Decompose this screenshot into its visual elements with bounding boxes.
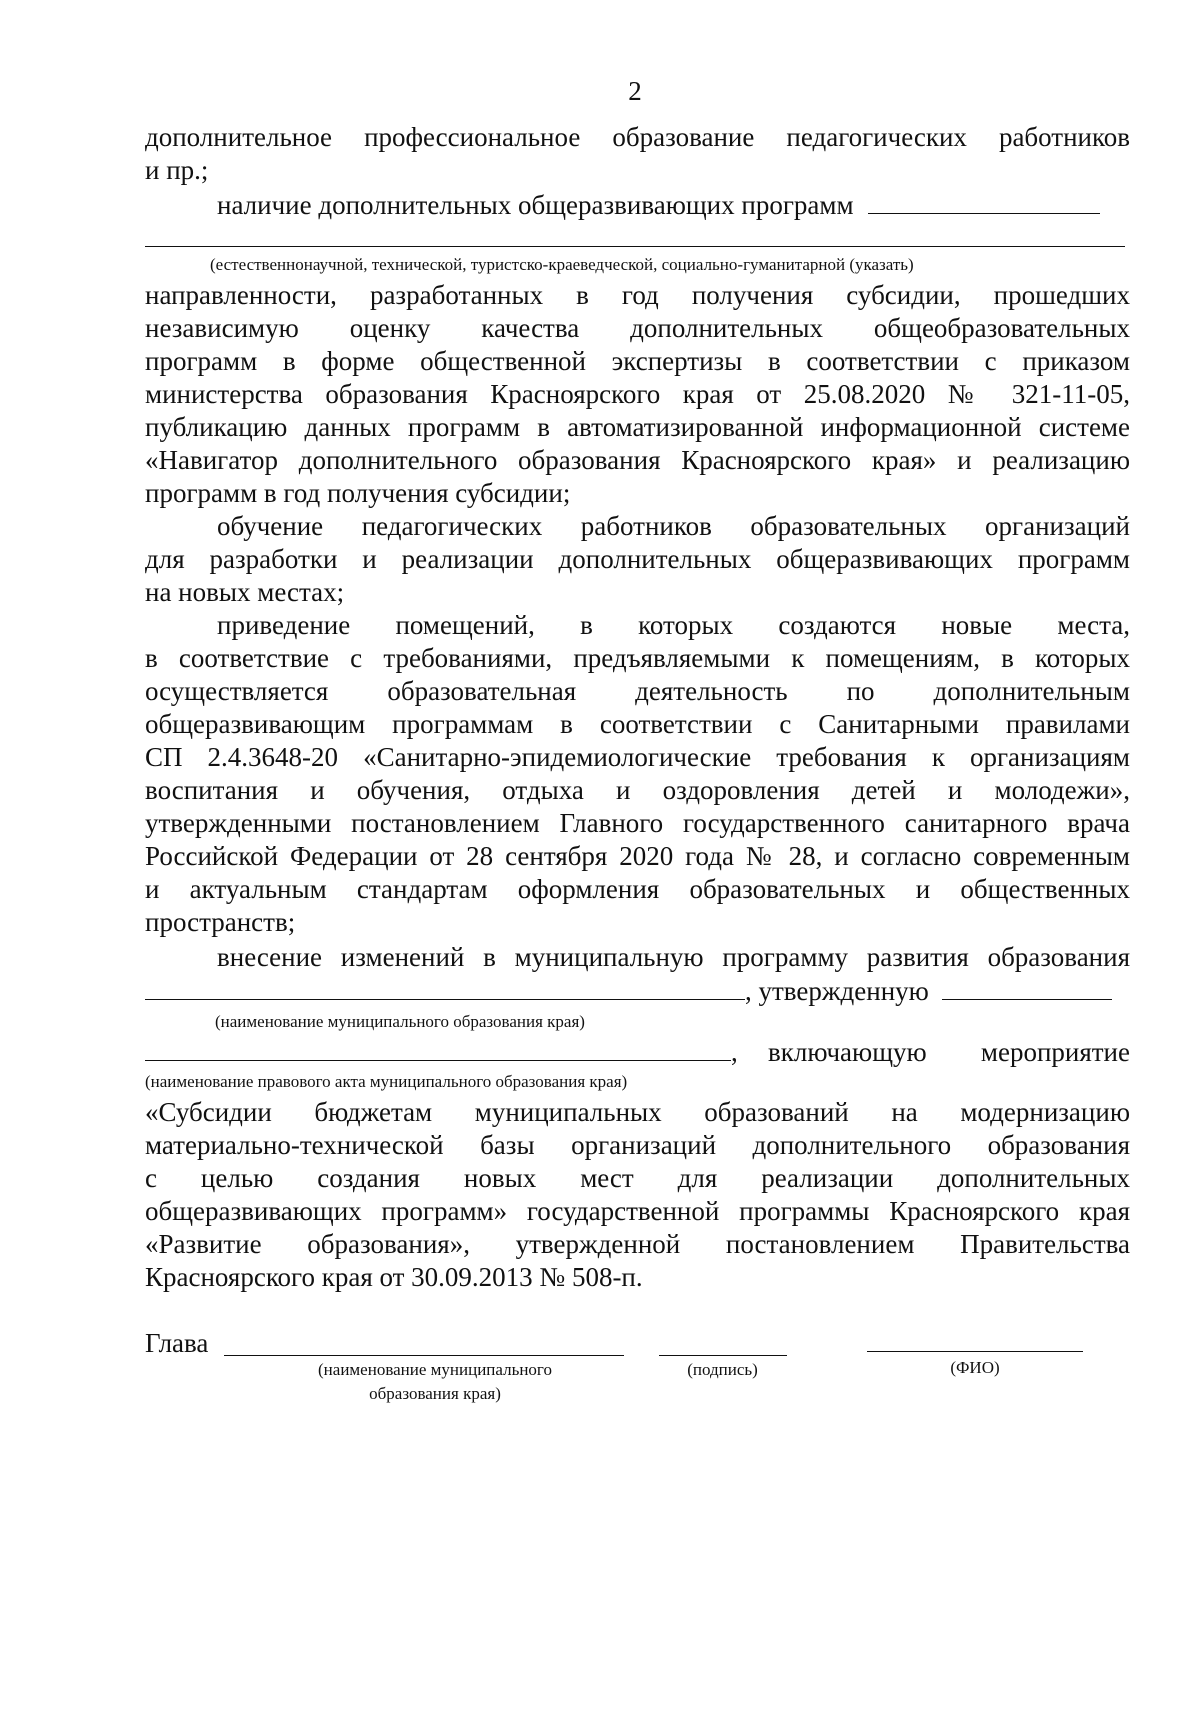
paragraph-3-line-1: обучение педагогических работников образовательных организаций xyxy=(217,511,1130,541)
paragraph-5-line-7: общеразвивающих программ» государственной программы Красноярского края xyxy=(145,1196,1130,1226)
signature-label: Глава xyxy=(145,1328,209,1358)
including-text: включающую xyxy=(768,1037,927,1067)
page-number: 2 xyxy=(628,76,642,106)
approved-text: , утвержденную xyxy=(745,976,929,1006)
paragraph-2-line-3: независимую оценку качества дополнительных общеобразовательных xyxy=(145,313,1130,343)
legal-act-caption: (наименование правового акта муниципального образования края) xyxy=(145,1072,628,1091)
fio-blank-line xyxy=(867,1351,1083,1352)
paragraph-5-line-6: с целью создания новых мест для реализации дополнительных xyxy=(145,1163,1130,1193)
municipality-signature-blank-line xyxy=(224,1355,624,1356)
municipality-name-caption: (наименование муниципального образования края) xyxy=(215,1012,585,1031)
paragraph-5-line-5: материально-технической базы организаций дополнительного образования xyxy=(145,1130,1130,1160)
paragraph-4-line-5: СП 2.4.3648-20 «Санитарно-эпидемиологические требования к организациям xyxy=(145,742,1130,772)
programs-availability-text: наличие дополнительных общеразвивающих программ xyxy=(217,190,854,220)
municipality-caption-line-1: (наименование муниципального xyxy=(318,1360,552,1379)
paragraph-2-line-2: направленности, разработанных в год получения субсидии, прошедших xyxy=(145,280,1130,310)
paragraph-4-line-10: пространств; xyxy=(145,907,296,937)
paragraph-5-line-2 xyxy=(145,975,1130,1008)
paragraph-3-line-2: для разработки и реализации дополнительных общеразвивающих программ xyxy=(145,544,1130,574)
paragraph-4-line-1: приведение помещений, в которых создаются новые места, xyxy=(217,610,1130,640)
legal-act-comma: , xyxy=(731,1037,738,1067)
paragraph-4-line-7: утвержденными постановлением Главного государственного санитарного врача xyxy=(145,808,1130,838)
paragraph-2-line-4: программ в форме общественной экспертизы в соответствии с приказом xyxy=(145,346,1130,376)
paragraph-4-line-2: в соответствие с требованиями, предъявляемыми к помещениям, в которых xyxy=(145,643,1130,673)
municipality-name-blank-line xyxy=(145,998,745,1000)
paragraph-4-line-8: Российской Федерации от 28 сентября 2020 года № 28, и согласно современным xyxy=(145,841,1130,871)
legal-act-blank-line xyxy=(145,1059,731,1061)
paragraph-1-line-1: дополнительное профессиональное образование педагогических работников xyxy=(145,122,1130,152)
paragraph-5-line-1: внесение изменений в муниципальную программу развития образования xyxy=(217,942,1130,972)
paragraph-2-line-8: программ в год получения субсидии; xyxy=(145,478,571,508)
direction-caption: (естественнонаучной, технической, туристско-краеведческой, социально-гуманитарной (указать) xyxy=(210,255,914,274)
paragraph-1-line-2: и пр.; xyxy=(145,155,209,185)
paragraph-5-line-9: Красноярского края от 30.09.2013 № 508-п. xyxy=(145,1262,643,1292)
paragraph-4-line-9: и актуальным стандартам оформления образовательных и общественных xyxy=(145,874,1130,904)
signature-caption: (подпись) xyxy=(687,1360,758,1379)
measure-text: мероприятие xyxy=(980,1037,1130,1067)
paragraph-5-line-4: «Субсидии бюджетам муниципальных образований на модернизацию xyxy=(145,1097,1130,1127)
paragraph-5-line-3 xyxy=(145,1036,1130,1069)
paragraph-2-line-6: публикацию данных программ в автоматизированной информационной системе xyxy=(145,412,1130,442)
paragraph-2-line-7: «Навигатор дополнительного образования Красноярского края» и реализацию xyxy=(145,445,1130,475)
paragraph-5-line-8: «Развитие образования», утвержденной постановлением Правительства xyxy=(145,1229,1130,1259)
direction-full-blank-line xyxy=(145,246,1125,247)
signature-blank-line xyxy=(659,1355,787,1356)
paragraph-3-line-3: на новых местах; xyxy=(145,577,345,607)
paragraph-4-line-3: осуществляется образовательная деятельность по дополнительным xyxy=(145,676,1130,706)
municipality-caption-line-2: образования края) xyxy=(369,1384,501,1403)
direction-blank-line xyxy=(868,212,1100,214)
paragraph-2-line-5: министерства образования Красноярского края от 25.08.2020 № 321-11-05, xyxy=(145,379,1130,409)
paragraph-2-line-1 xyxy=(217,189,1130,222)
paragraph-4-line-4: общеразвивающим программам в соответствии с Санитарными правилами xyxy=(145,709,1130,739)
fio-caption: (ФИО) xyxy=(950,1358,1000,1377)
approval-blank-line xyxy=(942,998,1112,1000)
paragraph-4-line-6: воспитания и обучения, отдыха и оздоровления детей и молодежи», xyxy=(145,775,1130,805)
